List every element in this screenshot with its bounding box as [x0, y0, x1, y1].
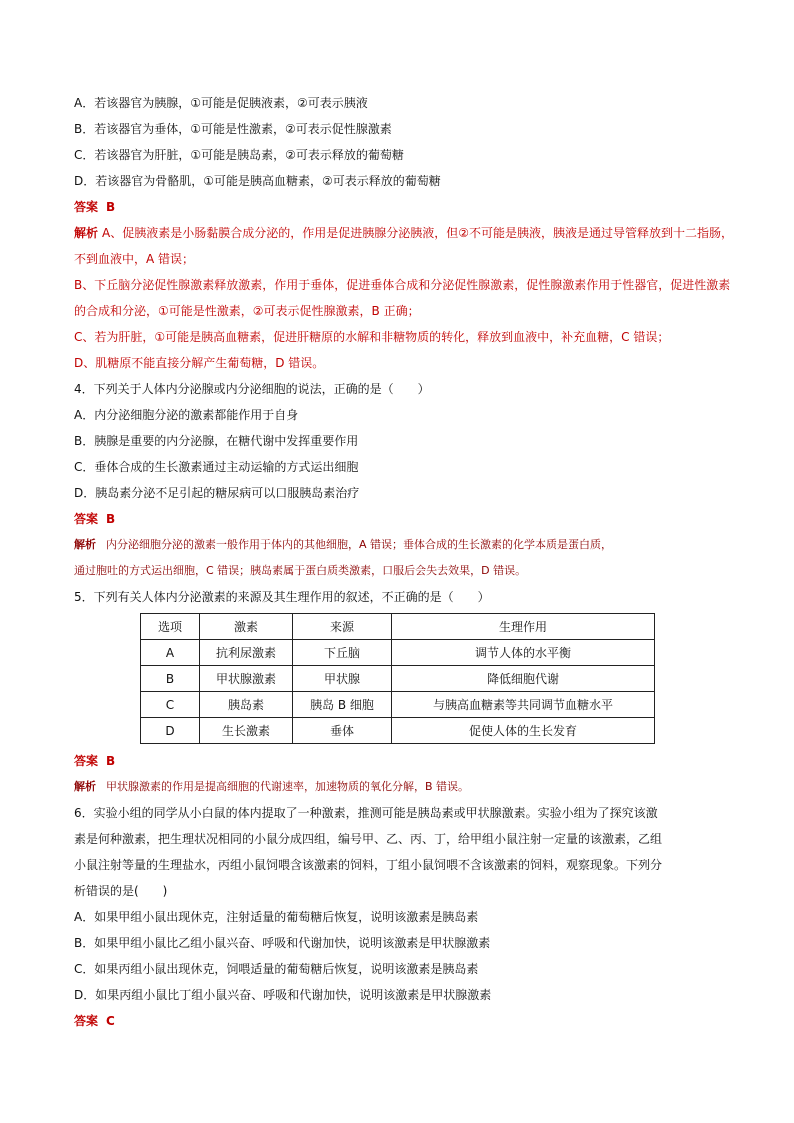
table-cell: B [141, 666, 200, 692]
q3-option-d: D．若该器官为骨骼肌，①可能是胰高血糖素，②可表示释放的葡萄糖 [74, 174, 441, 188]
q6-option-d: D．如果丙组小鼠比丁组小鼠兴奋、呼吸和代谢加快，说明该激素是甲状腺激素 [74, 988, 492, 1002]
answer-label: 答案 [74, 512, 99, 526]
q5-table [140, 613, 655, 744]
document-page [74, 90, 734, 1034]
q3-option-b: B．若该器官为垂体，①可能是性激素，②可表示促性腺激素 [74, 122, 392, 136]
table-cell: 下丘脑 [293, 640, 392, 666]
table-cell: 与胰高血糖素等共同调节血糖水平 [392, 692, 655, 718]
table-header-cell: 来源 [293, 614, 392, 640]
q3-option-c: C．若该器官为肝脏，①可能是胰岛素，②可表示释放的葡萄糖 [74, 148, 404, 162]
q6-stem-line2: 素是何种激素，把生理状况相同的小鼠分成四组，编号甲、乙、丙、丁，给甲组小鼠注射一定量的该激素，乙组 [74, 832, 663, 846]
table-cell: 胰岛 B 细胞 [293, 692, 392, 718]
table-header-cell: 生理作用 [392, 614, 655, 640]
q3-explain-b: B、下丘脑分泌促性腺激素释放激素，作用于垂体，促进垂体合成和分泌促性腺激素，促性腺激素作用于性器官，促进性激素的合成和分泌，①可能是性激素，②可表示促性腺激素，B 正确； [74, 278, 731, 318]
q4-explain-line1 [74, 532, 734, 558]
q4-option-c: C．垂体合成的生长激素通过主动运输的方式运出细胞 [74, 460, 359, 474]
q4-option-d: D．胰岛素分泌不足引起的糖尿病可以口服胰岛素治疗 [74, 486, 360, 500]
q4-answer [74, 506, 734, 532]
q3-explain-a [74, 220, 734, 272]
table-cell: 促使人体的生长发育 [392, 718, 655, 744]
q4-stem: 4．下列关于人体内分泌腺或内分泌细胞的说法，正确的是（ ） [74, 382, 430, 396]
table-header-row [141, 614, 655, 640]
explain-label: 解析 [74, 780, 96, 793]
table-cell: 降低细胞代谢 [392, 666, 655, 692]
table-cell: 甲状腺 [293, 666, 392, 692]
q6-option-a: A．如果甲组小鼠出现休克，注射适量的葡萄糖后恢复，说明该激素是胰岛素 [74, 910, 479, 924]
explain-label: 解析 [74, 226, 99, 240]
explain-text: A、促胰液素是小肠黏膜合成分泌的，作用是促进胰腺分泌胰液，但②不可能是胰液，胰液是通过导管释放到十二指肠，不到血液中，A 错误； [74, 226, 733, 266]
q6-stem-line4: 析错误的是( ) [74, 884, 168, 898]
q6-stem-line1: 6．实验小组的同学从小白鼠的体内提取了一种激素，推测可能是胰岛素或甲状腺激素。实验小组为了探究该激 [74, 806, 658, 820]
q6-stem-line3: 小鼠注射等量的生理盐水，丙组小鼠饲喂含该激素的饲料，丁组小鼠饲喂不含该激素的饲料，观察现象。下列分 [74, 858, 663, 872]
q6-option-c: C．如果丙组小鼠出现休克，饲喂适量的葡萄糖后恢复，说明该激素是胰岛素 [74, 962, 479, 976]
answer-label: 答案 [74, 1014, 99, 1028]
q6-answer [74, 1008, 734, 1034]
q5-answer [74, 748, 734, 774]
table-header-cell: 选项 [141, 614, 200, 640]
q3-explain-d: D、肌糖原不能直接分解产生葡萄糖，D 错误。 [74, 356, 325, 370]
explain-text: 甲状腺激素的作用是提高细胞的代谢速率，加速物质的氧化分解，B 错误。 [106, 780, 470, 793]
table-cell: C [141, 692, 200, 718]
table-cell: 抗利尿激素 [200, 640, 293, 666]
answer-value: B [106, 754, 116, 768]
answer-value: B [106, 512, 116, 526]
q4-option-a: A．内分泌细胞分泌的激素都能作用于自身 [74, 408, 299, 422]
table-row [141, 718, 655, 744]
q3-explain-c: C、若为肝脏，①可能是胰高血糖素，促进肝糖原的水解和非糖物质的转化，释放到血液中，补充血糖，C 错误； [74, 330, 670, 344]
q5-explain [74, 774, 734, 800]
table-cell: D [141, 718, 200, 744]
table-cell: A [141, 640, 200, 666]
answer-value: B [106, 200, 116, 214]
explain-label: 解析 [74, 538, 96, 551]
table-cell: 调节人体的水平衡 [392, 640, 655, 666]
q3-option-a: A．若该器官为胰腺，①可能是促胰液素，②可表示胰液 [74, 96, 368, 110]
q6-option-b: B．如果甲组小鼠比乙组小鼠兴奋、呼吸和代谢加快，说明该激素是甲状腺激素 [74, 936, 491, 950]
table-cell: 生长激素 [200, 718, 293, 744]
table-cell: 甲状腺激素 [200, 666, 293, 692]
q4-explain-line2: 通过胞吐的方式运出细胞，C 错误；胰岛素属于蛋白质类激素，口服后会失去效果，D 错误。 [74, 564, 527, 577]
q3-answer [74, 194, 734, 220]
q4-option-b: B．胰腺是重要的内分泌腺，在糖代谢中发挥重要作用 [74, 434, 359, 448]
answer-label: 答案 [74, 200, 99, 214]
explain-text: 内分泌细胞分泌的激素一般作用于体内的其他细胞，A 错误；垂体合成的生长激素的化学本质是蛋白质， [106, 538, 613, 551]
table-row [141, 692, 655, 718]
answer-value: C [106, 1014, 115, 1028]
table-cell: 垂体 [293, 718, 392, 744]
table-header-cell: 激素 [200, 614, 293, 640]
table-row [141, 640, 655, 666]
answer-label: 答案 [74, 754, 99, 768]
table-row [141, 666, 655, 692]
table-cell: 胰岛素 [200, 692, 293, 718]
q5-stem: 5．下列有关人体内分泌激素的来源及其生理作用的叙述，不正确的是（ ） [74, 590, 490, 604]
